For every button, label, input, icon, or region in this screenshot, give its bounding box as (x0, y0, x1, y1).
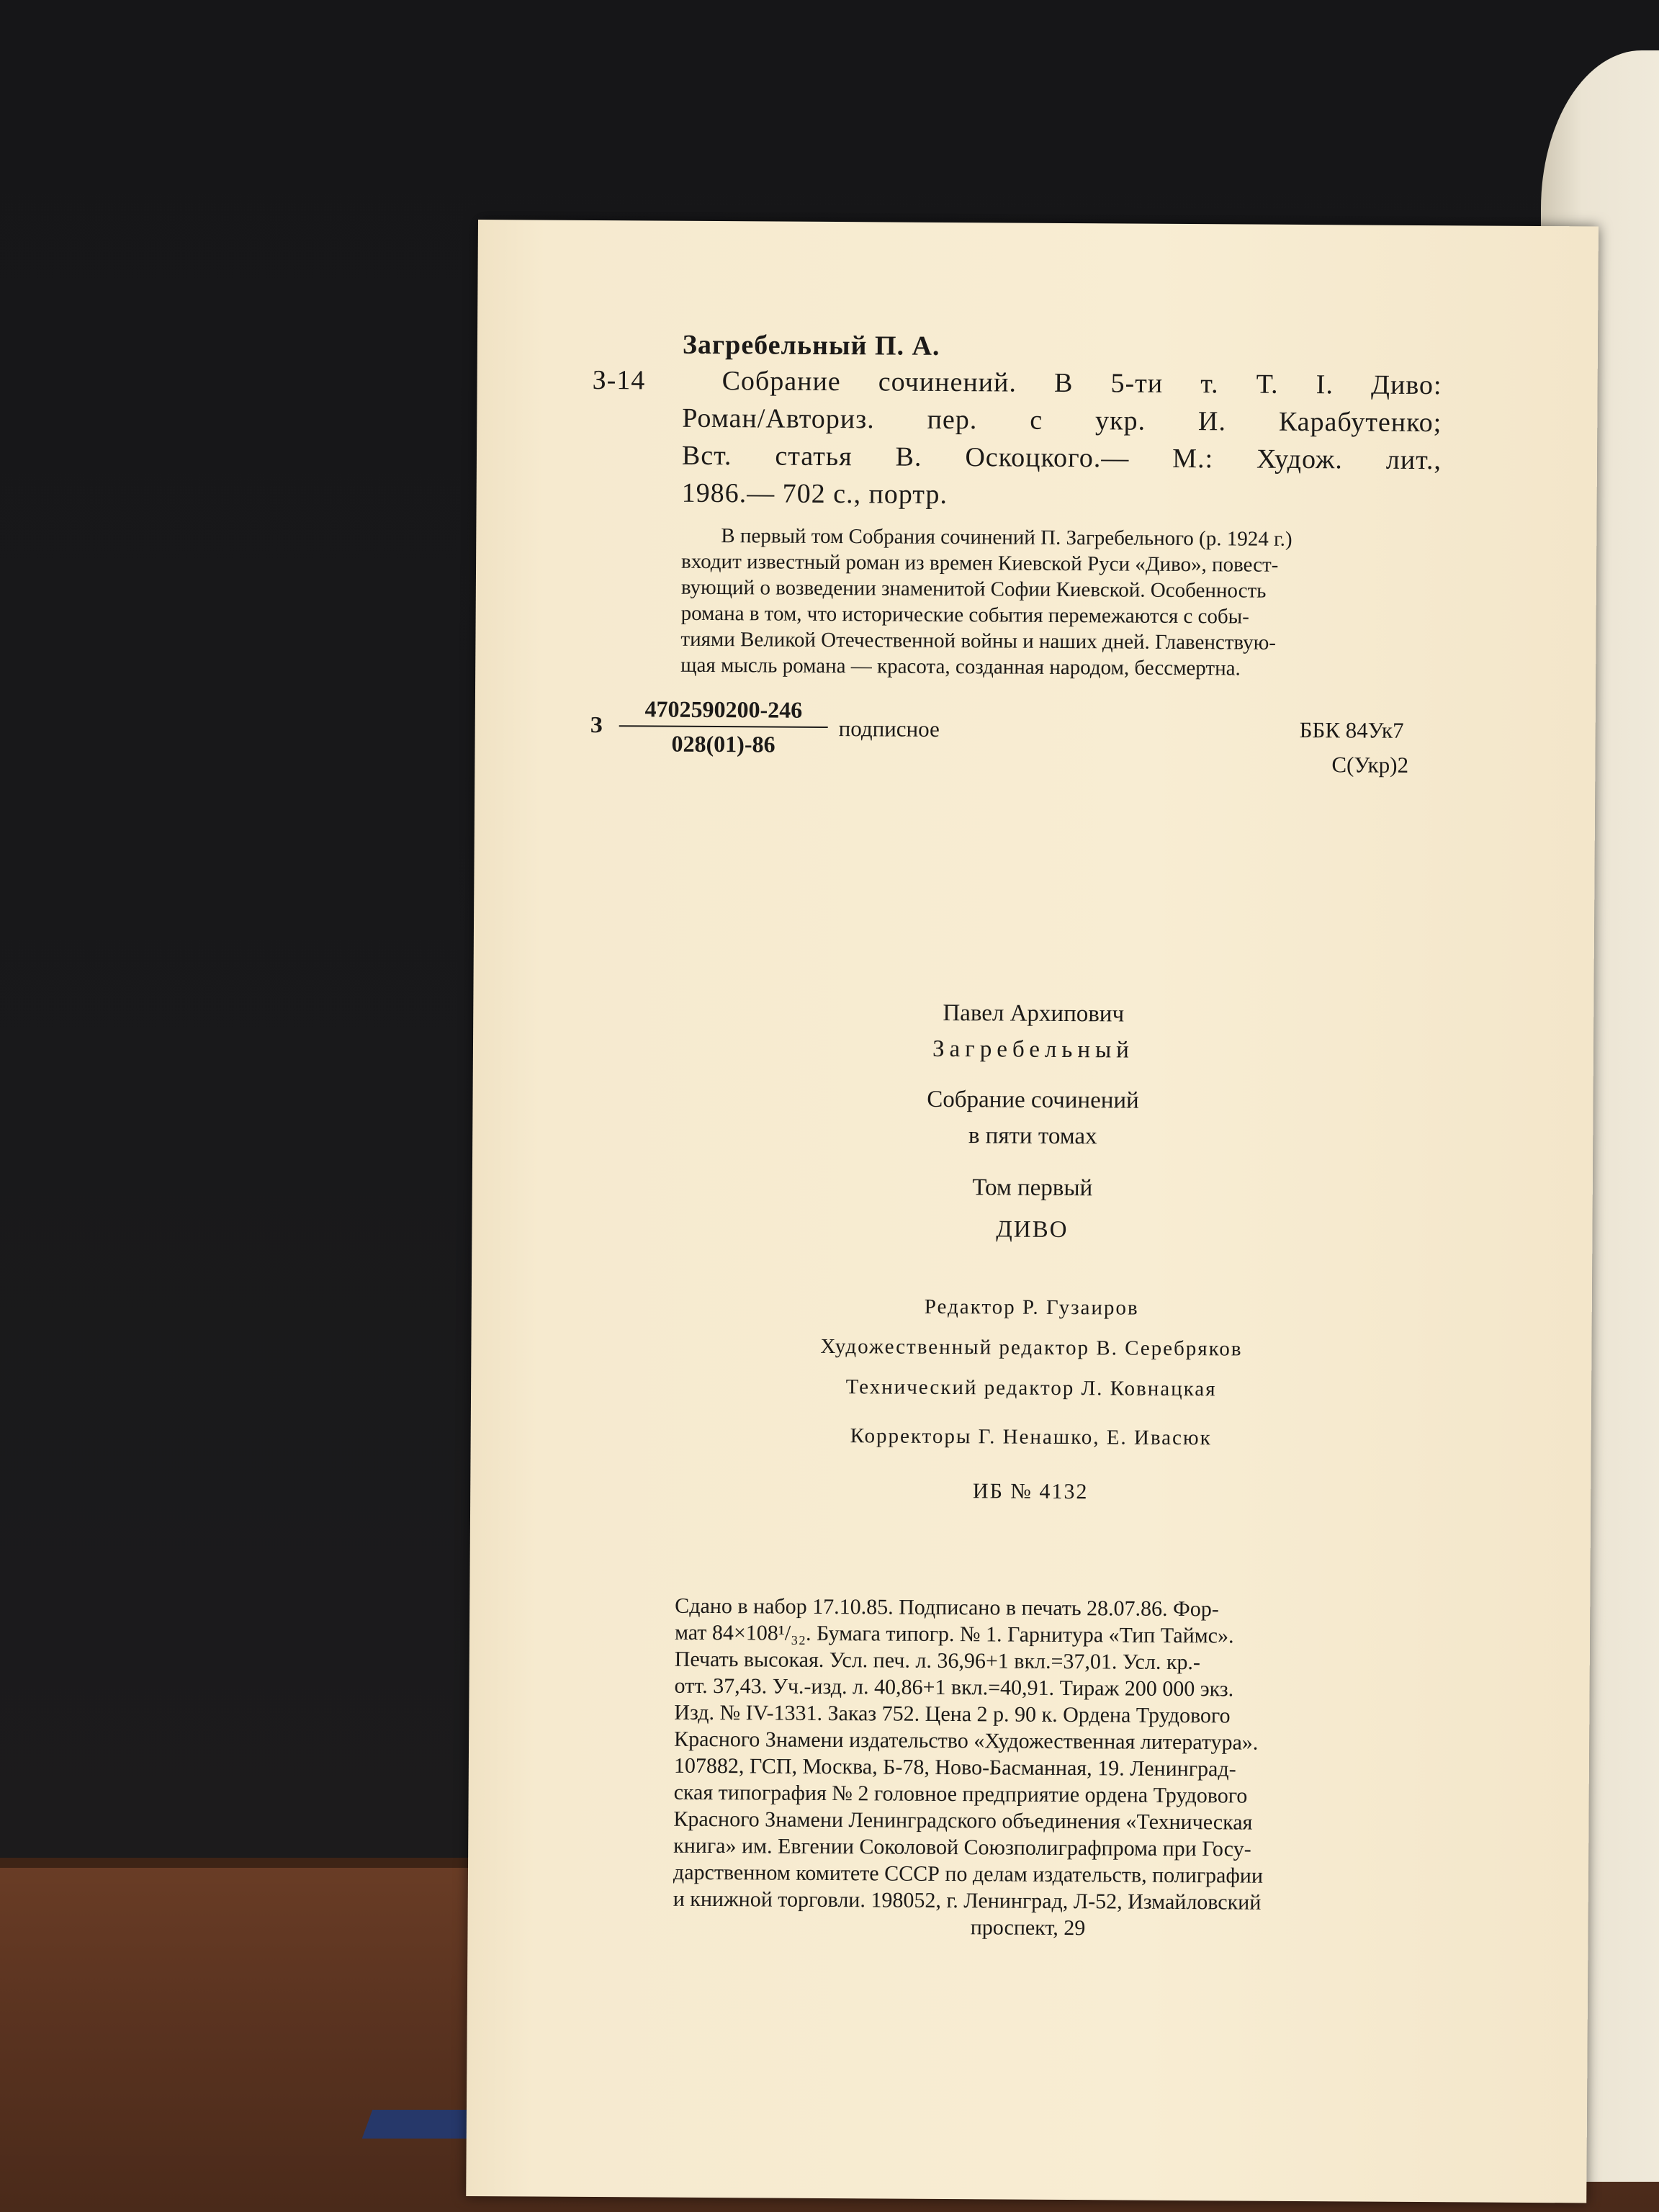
colophon-line: Сдано в набор 17.10.85. Подписано в печать 28.07.86. Фор- (675, 1593, 1219, 1622)
annotation-line: тиями Великой Отечественной войны и наших дней. Главенствую- (680, 627, 1277, 655)
description-word: Т. (1256, 369, 1279, 400)
colophon-line: мат 84×108¹/₃₂. Бумага типогр. № 1. Гарнитура «Тип Таймс». (674, 1620, 1234, 1648)
annotation-line: вующий о возведении знаменитой Софии Киевской. Особенность (680, 575, 1267, 603)
colophon-line: книга» им. Евгении Соколовой Союзполиграфпрома при Госу- (673, 1833, 1251, 1861)
description-word: пер. (927, 404, 978, 436)
work-title: ДИВО (996, 1216, 1069, 1244)
description-word: Худож. (1256, 444, 1344, 475)
description-word: Роман/Авториз. (682, 403, 875, 435)
description-line-4: 1986.— 702 с., портр. (681, 477, 948, 510)
description-line-3 (682, 440, 1442, 476)
author-surname: Загребельный (932, 1035, 1135, 1064)
editor-credit: Редактор Р. Гузаиров (924, 1295, 1139, 1320)
annotation-line: В первый том Собрания сочинений П. Загребельного (р. 1924 г.) (721, 524, 1292, 551)
description-word: I. (1316, 369, 1334, 400)
colophon-line: 107882, ГСП, Москва, Б-78, Ново-Басманная, 19. Ленинград- (673, 1753, 1236, 1781)
description-word: статья (775, 441, 853, 472)
description-word: с (1030, 405, 1043, 436)
colophon-last-line: проспект, 29 (970, 1915, 1086, 1941)
author-heading: Загребельный П. А. (682, 329, 940, 361)
description-line-2 (682, 403, 1442, 439)
description-line-1 (722, 365, 1442, 401)
author-first-names: Павел Архипович (943, 999, 1125, 1028)
fraction-denominator: 028(01)-86 (671, 730, 775, 757)
description-word: сочинений. (878, 367, 1017, 398)
description-word: Оскоцкого.— (965, 442, 1130, 474)
proofreaders-credit: Корректоры Г. Ненашко, Е. Ивасюк (850, 1424, 1212, 1450)
colophon-line: Красного Знамени Ленинградского объединения «Техническая (673, 1807, 1253, 1835)
colophon-line: Красного Знамени издательство «Художественная литература». (674, 1727, 1259, 1755)
fraction-numerator: 4702590200-246 (619, 696, 828, 728)
book-page (466, 220, 1599, 2203)
description-word: Вст. (681, 440, 732, 472)
collection-subtitle: в пяти томах (968, 1123, 1097, 1150)
annotation-line: щая мысль романа — красота, созданная народом, бессмертна. (680, 653, 1241, 680)
bbk-code: ББК 84Ук7 (1299, 716, 1404, 743)
index-code: З-14 (592, 364, 646, 396)
ib-number: ИБ № 4132 (972, 1479, 1089, 1504)
description-word: Собрание (721, 366, 841, 397)
description-word: И. (1197, 406, 1227, 437)
description-word: Диво: (1370, 369, 1442, 401)
description-word: В. (895, 441, 922, 472)
description-word: т. (1200, 369, 1219, 400)
volume-label: Том первый (972, 1174, 1093, 1202)
colophon-line: Изд. № IV-1331. Заказ 752. Цена 2 р. 90 к. Ордена Трудового (674, 1700, 1231, 1728)
blue-label-fragment (362, 2110, 481, 2139)
colophon-line: дарственном комитете СССР по делам издательств, полиграфии (673, 1860, 1264, 1888)
fraction-prefix: З (590, 711, 603, 738)
collection-title: Собрание сочинений (927, 1086, 1139, 1114)
description-word: В (1053, 367, 1074, 399)
colophon-line: отт. 37,43. Уч.-изд. л. 40,86+1 вкл.=40,91. Тираж 200 000 экз. (674, 1673, 1234, 1701)
bbk-subcode: С(Укр)2 (1331, 752, 1409, 778)
description-word: укр. (1094, 405, 1146, 436)
description-word: Карабутенко; (1278, 406, 1442, 439)
art-editor-credit: Художественный редактор В. Серебряков (820, 1334, 1243, 1361)
annotation-line: входит известный роман из времен Киевской Руси «Диво», повест- (681, 549, 1279, 577)
annotation-line: романа в том, что исторические события перемежаются с собы- (680, 601, 1249, 629)
description-word: М.: (1172, 443, 1214, 475)
subscription-label: подписное (838, 716, 940, 742)
tech-editor-credit: Технический редактор Л. Ковнацкая (845, 1375, 1217, 1401)
colophon-line: и книжной торговли. 198052, г. Ленинград, Л-52, Измайловский (673, 1887, 1262, 1915)
colophon-line: Печать высокая. Усл. печ. л. 36,96+1 вкл.=37,01. Усл. кр.- (674, 1647, 1201, 1675)
colophon-line: ская типография № 2 головное предприятие ордена Трудового (673, 1780, 1248, 1808)
description-word: лит., (1385, 444, 1442, 476)
description-word: 5-ти (1110, 368, 1164, 399)
